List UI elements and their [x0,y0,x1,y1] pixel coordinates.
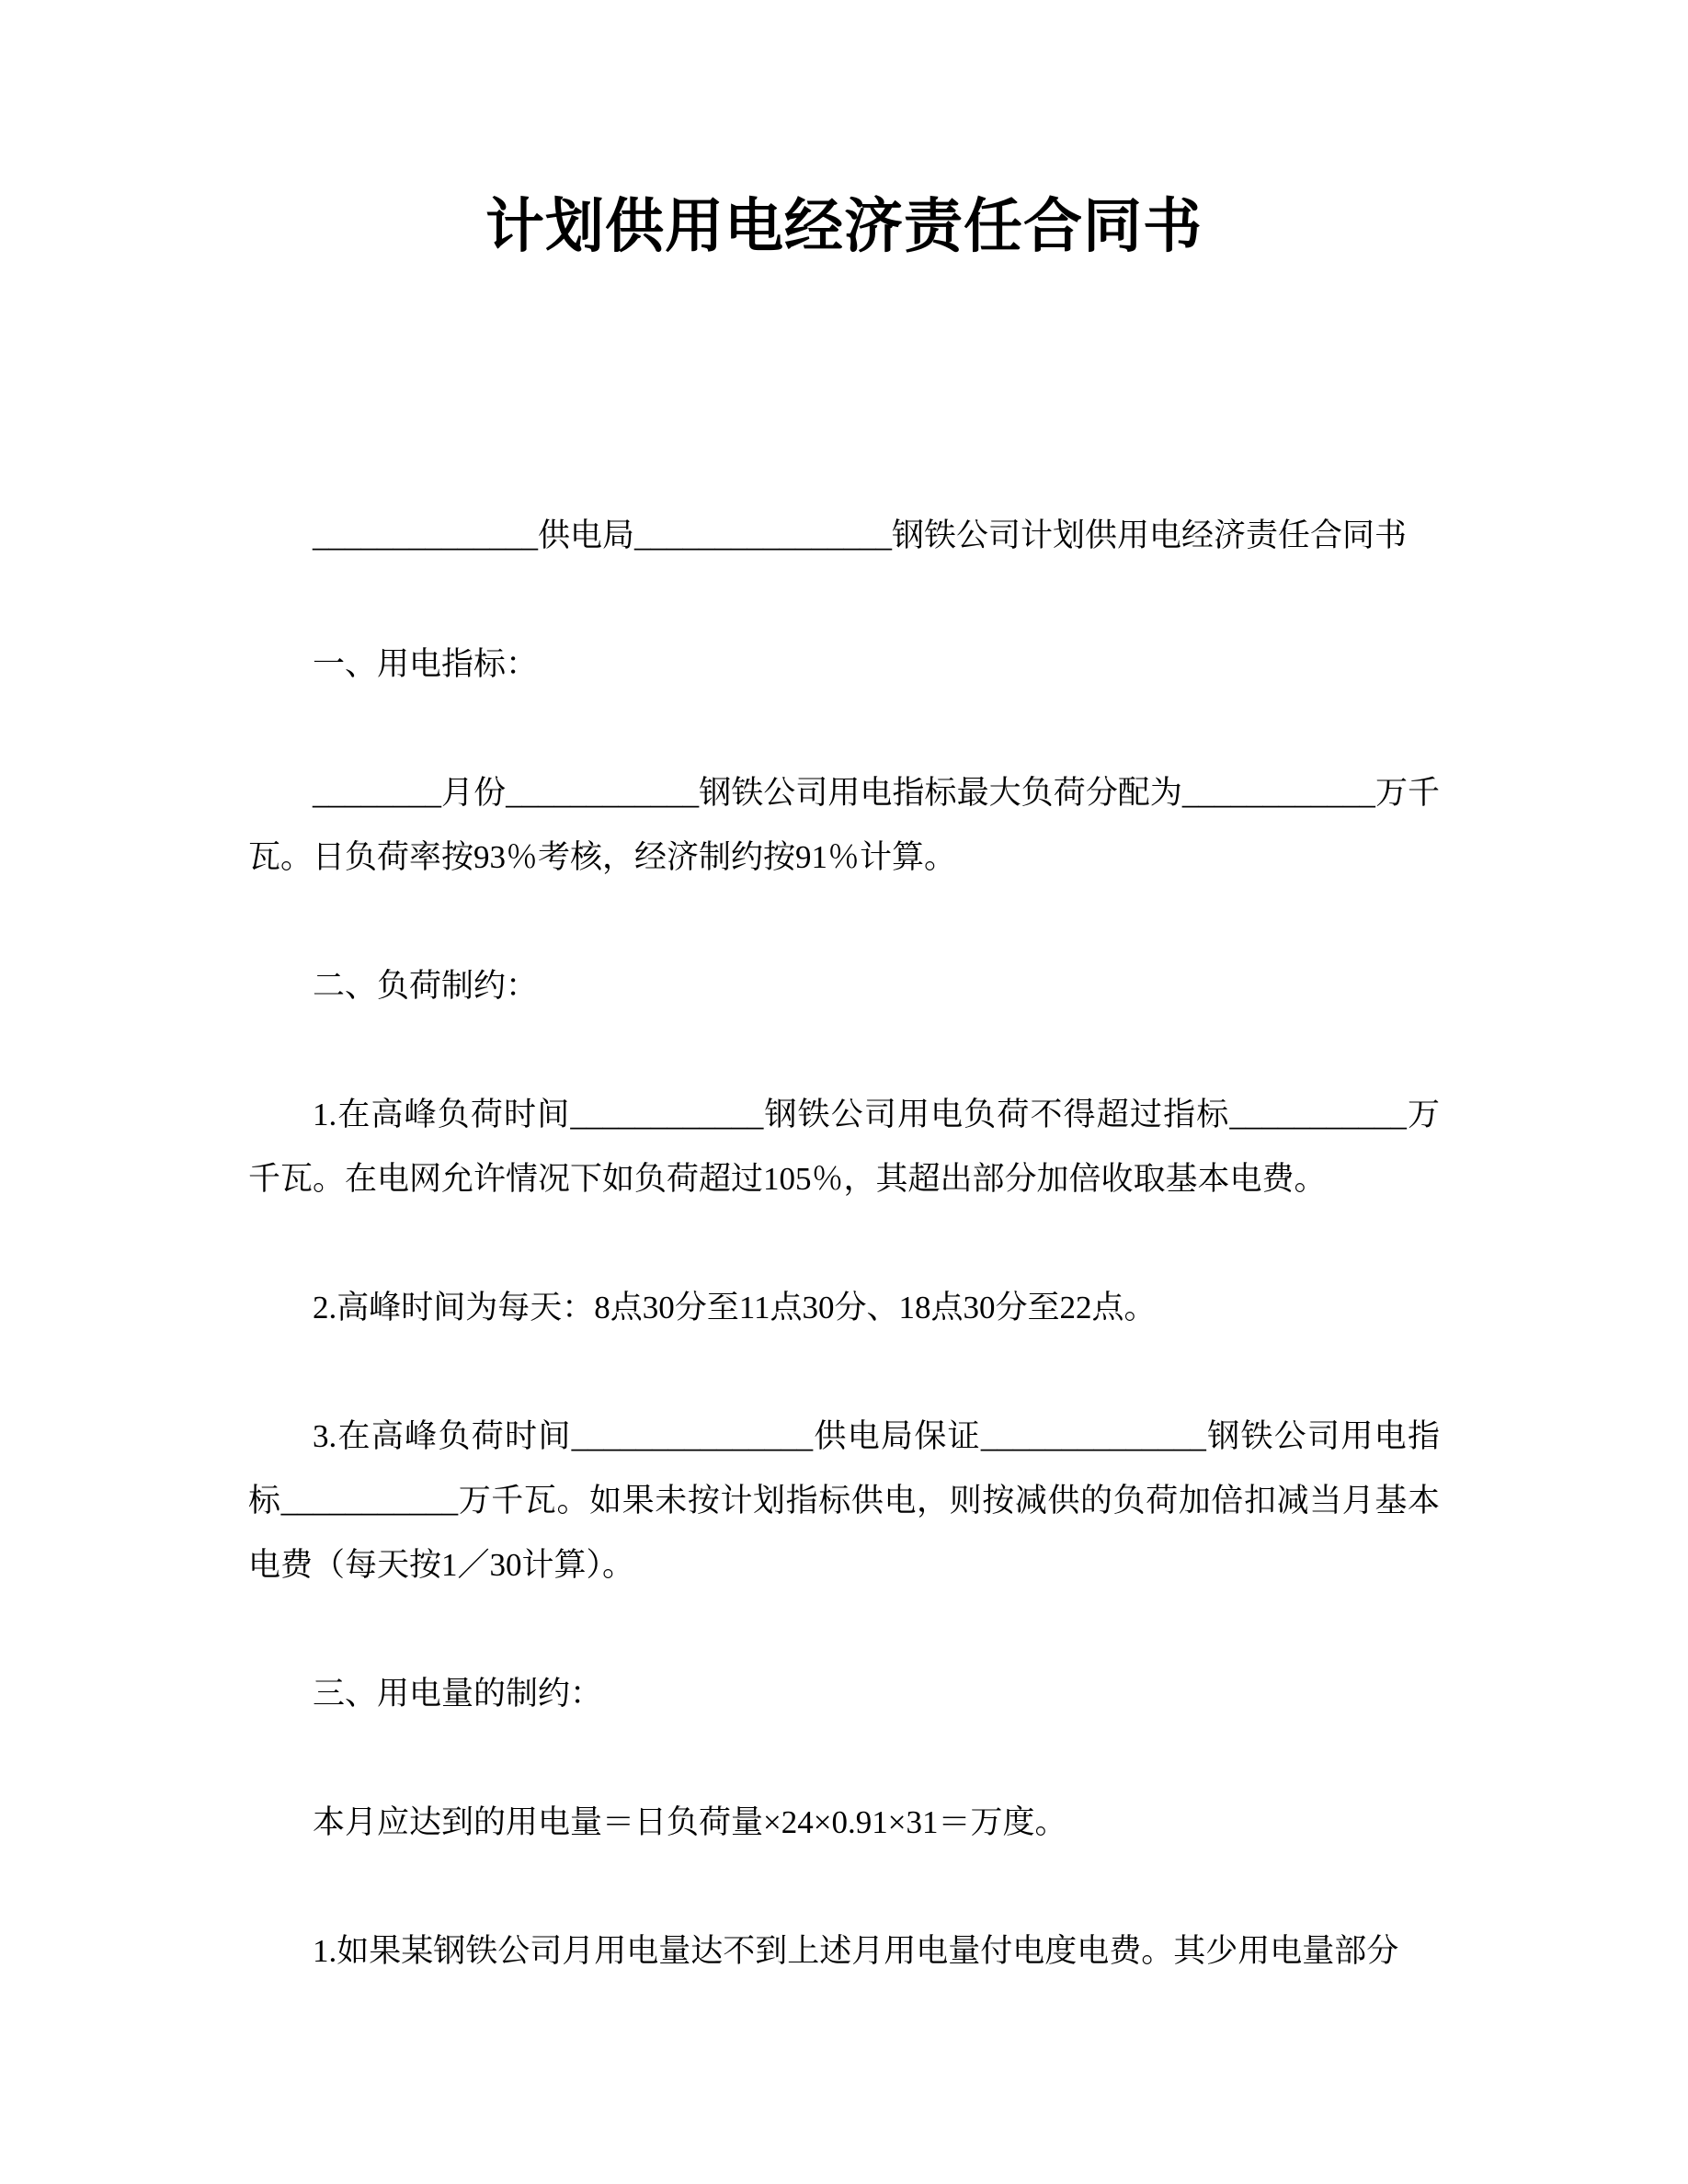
section-2-heading: 二、负荷制约： [313,968,539,1004]
document-body [248,504,1440,1984]
section-3-item-1: 1.如果某钢铁公司月用电量达不到上述月用电量付电度电费。其少用电量部分 [313,1933,1399,1969]
paragraph-opening-line: ______________供电局________________钢铁公司计划供用电经济责任合同书 [313,518,1408,553]
section-2-item-2: 2.高峰时间为每天：8点30分至11点30分、18点30分至22点。 [313,1290,1157,1325]
section-2-item-3: 3.在高峰负荷时间_______________供电局保证______________钢铁公司用电指标___________万千瓦。如果未按计划指标供电，则按减供的负荷加倍扣减当月基本电费（每天按1／30计算）。 [248,1418,1440,1583]
section-1-heading: 一、用电指标： [313,646,539,682]
document-title: 计划供用电经济责任合同书 [485,193,1203,259]
section-2-item-1: 1.在高峰负荷时间____________钢铁公司用电负荷不得超过指标___________万千瓦。在电网允许情况下如负荷超过105％，其超出部分加倍收取基本电费。 [248,1097,1440,1197]
section-1-paragraph: ________月份____________钢铁公司用电指标最大负荷分配为____________万千瓦。日负荷率按93％考核，经济制约按91％计算。 [248,775,1440,875]
section-3-heading: 三、用电量的制约： [313,1676,603,1712]
section-3-formula: 本月应达到的用电量＝日负荷量×24×0.91×31＝万度。 [313,1804,1067,1840]
